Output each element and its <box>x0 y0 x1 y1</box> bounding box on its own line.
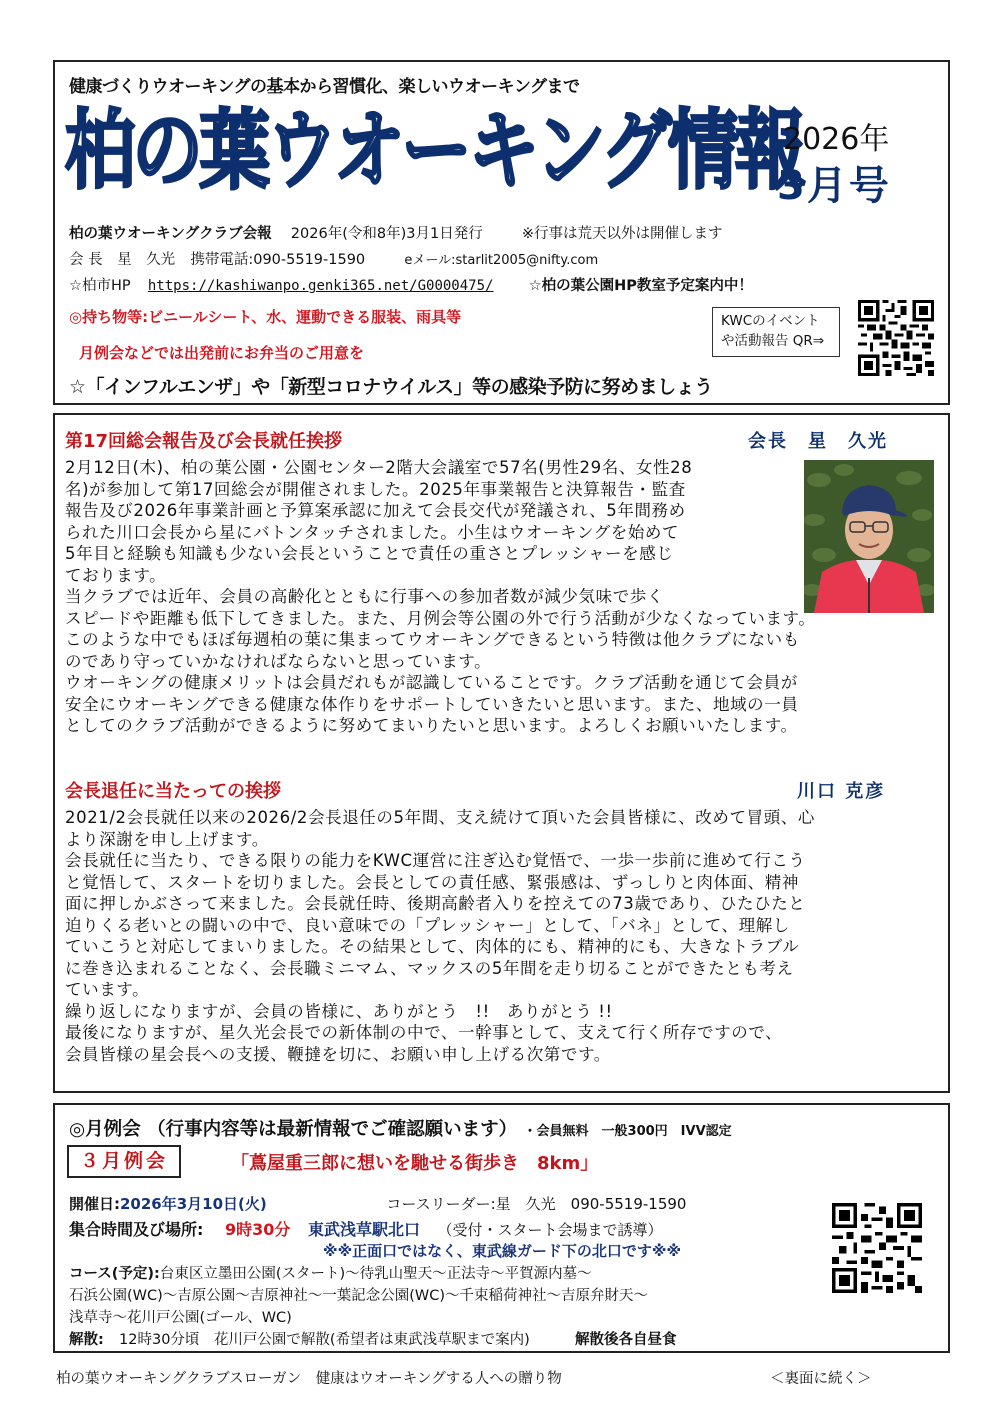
article1-body: 2月12日(木)、柏の葉公園・公園センター2階大会議室で57名(男性29名、女性28 名)が参加して第17回総会が開催されました。2025年事業報告と決算報告・監査 報告及び2026年事業計画と予算案承認に加えて会長交代が発議され、5年間務め られた川口会長から星にバトンタッチされました。小生はウオーキングを始めて 5年目と経験も知識も少ない会長ということで責任の重さとプレッシャーを感じ ております。 当クラブでは近年、会員の高齢化とともに行事への参加者数が減少気味で歩く スピードや距離も低下してきました。また、月例会等公園の外で行う活動が少なくなっています。 このような中でもほぼ毎週柏の葉に集まってウオーキングできるという特徴は他クラブにないも のであり守っていかなければならないと思っています。 ウオーキングの健康メリットは会員だれもが認識していることです。クラブ活動を通じて会員が 安全にウオーキングできる健康な体作りをサポートしていきたいと思います。また、地域の一員 としてのクラブ活動ができるように努めてまいりたいと思います。よろしくお願いいたします。 <box>65 458 816 735</box>
city-hp-link[interactable]: https://kashiwanpo.genki365.net/G0000475/ <box>147 278 494 294</box>
continued-note: ＜裏面に続く＞ <box>770 1371 872 1387</box>
bulletin-name: 柏の葉ウオーキングクラブ会報 <box>69 226 272 242</box>
issue-year: 2026年 <box>783 122 890 157</box>
qr-code-icon[interactable] <box>832 1203 922 1293</box>
meeting-place: 東武浅草駅北口 <box>307 1220 420 1239</box>
dismiss-note: 解散後各自昼食 <box>574 1332 677 1348</box>
newsletter-title: 柏の葉ウオーキング情報 <box>65 101 803 201</box>
issue-info-line <box>69 222 723 243</box>
issue-date: 2026年(令和8年)3月1日発行 <box>290 226 483 242</box>
event-section-title: ◎月例会 （行事内容等は最新情報でご確認願います） ・会員無料 一般300円 IVV認定 <box>69 1119 732 1140</box>
park-hp-note: ☆柏の葉公園HP教室予定案内中！ <box>528 278 753 294</box>
tagline: 健康づくりウオーキングの基本から習慣化、楽しいウオーキングまで <box>69 77 580 97</box>
email-link[interactable]: starlit2005@nifty.com <box>455 253 599 268</box>
meeting-line: 集合時間及び場所: 9時30分 東武浅草駅北口 （受付・スタート会場まで誘導） <box>69 1220 663 1239</box>
president-photo <box>804 460 934 613</box>
qr-code-icon[interactable] <box>858 300 934 376</box>
meeting-time: 9時30分 <box>224 1220 291 1239</box>
items-to-bring: ◎持ち物等:ビニールシート、水、運動できる服装、雨具等 <box>69 308 462 326</box>
email-label: eメール: <box>404 253 456 268</box>
infection-warning: ☆「インフルエンザ」や「新型コロナウイルス」等の感染予防に努めましょう <box>69 376 713 398</box>
course-label: コース(予定): <box>69 1266 160 1282</box>
meeting-warning: ※※正面口ではなく、東武線ガード下の北口です※※ <box>323 1242 682 1260</box>
lunch-note: 月例会などでは出発前にお弁当のご用意を <box>79 344 365 362</box>
monthly-event-box <box>53 1103 950 1353</box>
city-hp-label: ☆柏市HP <box>69 278 131 294</box>
fee-note: ・会員無料 一般300円 IVV認定 <box>523 1124 732 1139</box>
issue-month: 3月号 <box>777 163 891 209</box>
article2-heading: 会長退任に当たっての挨拶 <box>65 781 281 802</box>
header-box <box>53 60 950 405</box>
articles-box <box>53 413 950 1093</box>
kwc-qr-note: KWCのイベント や活動報告 QR⇒ <box>712 307 840 357</box>
article1-heading: 第17回総会報告及び会長就任挨拶 <box>65 431 343 452</box>
contact-line <box>69 248 598 269</box>
article1-author: 会長 星 久光 <box>748 431 888 452</box>
event-date: 2026年3月10日(火) <box>120 1195 267 1213</box>
president-label: 会 長 星 久光 <box>69 252 176 268</box>
weather-note: ※行事は荒天以外は開催します <box>521 226 723 242</box>
club-slogan: 柏の葉ウオーキングクラブスローガン 健康はウオーキングする人への贈り物 <box>56 1371 562 1387</box>
phone-label: 携帯電話: <box>190 252 254 268</box>
dismiss-info: 12時30分頃 花川戸公園で解散(希望者は東武浅草駅まで案内) <box>119 1332 530 1348</box>
links-line <box>69 274 753 295</box>
phone-number: 090-5519-1590 <box>253 252 366 268</box>
dismiss-label: 解散: <box>69 1332 104 1348</box>
course-leader: 星 久光 090-5519-1590 <box>495 1195 687 1213</box>
event-theme: 「蔦屋重三郎に想いを馳せる街歩き 8km」 <box>231 1153 599 1174</box>
month-tag: ３月例会 <box>67 1145 181 1178</box>
meeting-note: （受付・スタート会場まで誘導） <box>437 1221 663 1239</box>
course-list: コース(予定):台東区立墨田公園(スタート)～待乳山聖天～正法寺～平賀源内墓～ 石浜公園(WC)～吉原公園～吉原神社～一葉記念公園(WC)～千束稲荷神社～吉原弁財天～ 浅草寺～花川戸公園(ゴール、WC) 解散: 12時30分頃 花川戸公園で解散(希望者は東武浅草駅まで案内) 解散後各自昼食 <box>69 1266 677 1348</box>
leader-label: コースリーダー: <box>386 1195 496 1213</box>
article2-author: 川口 克彦 <box>797 781 886 802</box>
event-date-line: 開催日:2026年3月10日(火) コースリーダー:星 久光 090-5519-1590 <box>69 1195 687 1213</box>
article2-body: 2021/2会長就任以来の2026/2会長退任の5年間、支え続けて頂いた会員皆様に、改めて冒頭、心 より深謝を申し上げます。 会長就任に当たり、できる限りの能力をKWC運営に注ぎ込む覚悟で、一歩一歩前に進めて行こう と覚悟して、スタートを切りました。会長としての責任感、緊張感は、ずっしりと肉体面、精神 面に押しかぶさって来ました。会長就任時、後期高齢者入りを控えての73歳であり、ひたひたと 迫りくる老いとの闘いの中で、良い意味での「プレッシャー」として、「バネ」として、理解し ていこうと対応してまいりました。その結果として、肉体的にも、精神的にも、大きなトラブル に巻き込まれることなく、会長職ミニマム、マックスの5年間を走り切ることができたとも考え ています。 繰り返しになりますが、会員の皆様に、ありがとう !! ありがとう !! 最後になりますが、星久光会長での新体制の中で、一幹事として、支えて行く所存ですので、 会員皆様の星会長への支援、鞭撻を切に、お願い申し上げる次第です。 <box>65 808 815 1064</box>
